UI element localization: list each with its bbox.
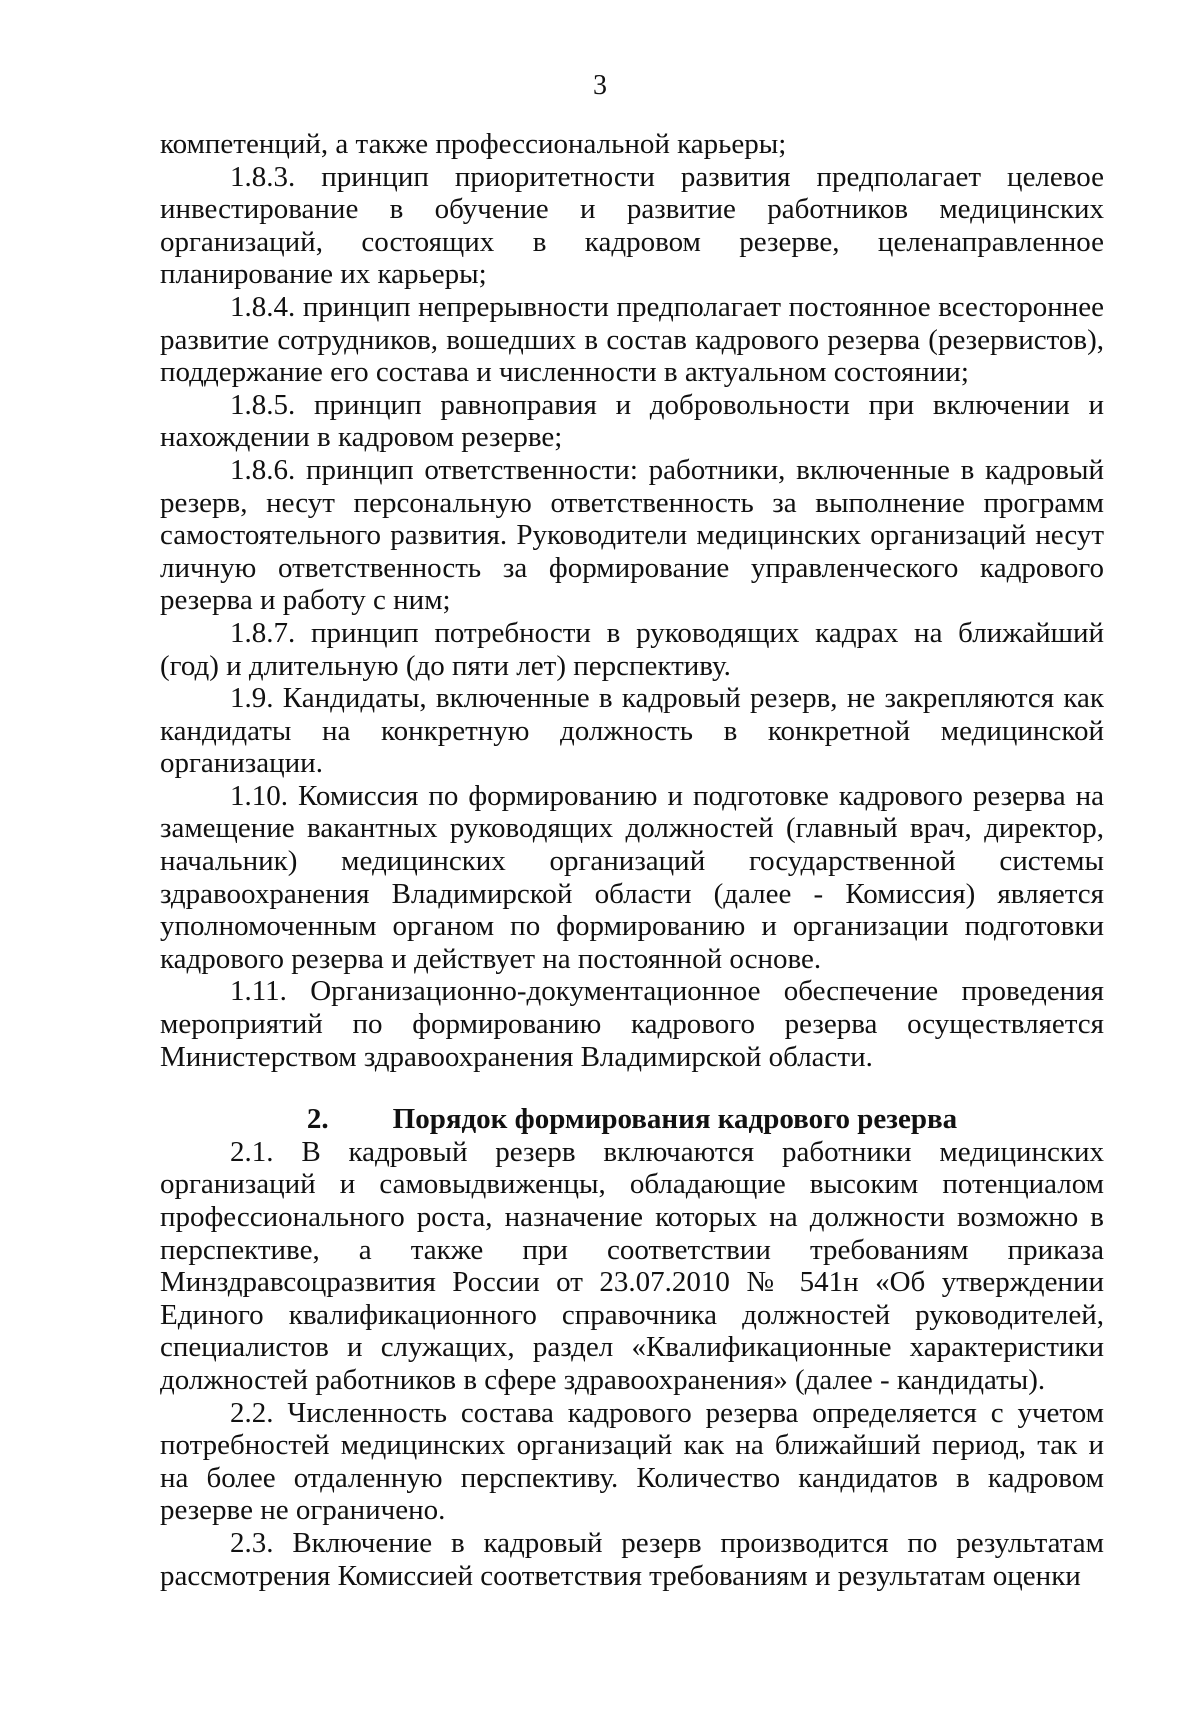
paragraph: 1.9. Кандидаты, включенные в кадровый резерв, не закрепляются как кандидаты на конкретную должность в конкретной медицинской организации. xyxy=(160,682,1104,780)
paragraph: 1.8.7. принцип потребности в руководящих кадрах на ближайший (год) и длительную (до пяти лет) перспективу. xyxy=(160,616,1104,682)
paragraphs-before xyxy=(160,128,1104,1073)
paragraph: 1.8.3. принцип приоритетности развития предполагает целевое инвестирование в обучение и развитие работников медицинских организаций, состоящих в кадровом резерве, целенаправленное планирование их карьеры; xyxy=(160,160,1104,291)
section-title: Порядок формирования кадрового резерва xyxy=(392,1103,958,1136)
document-body xyxy=(160,128,1104,1592)
paragraph: 1.8.5. принцип равноправия и добровольности при включении и нахождении в кадровом резерве; xyxy=(160,388,1104,454)
paragraph: компетенций, а также профессиональной карьеры; xyxy=(160,128,787,160)
paragraphs-after xyxy=(160,1136,1104,1592)
paragraph: 1.11. Организационно-документационное обеспечение проведения мероприятий по формированию кадрового резерва осуществляется Министерством здравоохранения Владимирской области. xyxy=(160,975,1104,1073)
paragraph: 1.8.4. принцип непрерывности предполагает постоянное всестороннее развитие сотрудников, вошедших в состав кадрового резерва (резервистов), поддержание его состава и численности в актуальном состоянии; xyxy=(160,290,1104,389)
section-heading xyxy=(160,1103,1104,1136)
paragraph: 1.8.6. принцип ответственности: работники, включенные в кадровый резерв, несут персональную ответственность за выполнение программ самостоятельного развития. Руководители медицинских организаций несут личную ответственность за формирование управленческого кадрового резерва и работу с ним; xyxy=(160,453,1104,617)
paragraph: 2.1. В кадровый резерв включаются работники медицинских организаций и самовыдвиженцы, обладающие высоким потенциалом профессионального роста, назначение которых на должности возможно в перспективе, а также при соответствии требованиям приказа Минздравсоцразвития России от 23.07.2010 № 541н «Об утверждении Единого квалификационного справочника должностей руководителей, специалистов и служащих, раздел «Квалификационные характеристики должностей работников в сфере здравоохранения» (далее - кандидаты). xyxy=(160,1135,1104,1396)
paragraph: 2.2. Численность состава кадрового резерва определяется с учетом потребностей медицинских организаций как на ближайший период, так и на более отдаленную перспективу. Количество кандидатов в кадровом резерве не ограничено. xyxy=(160,1396,1104,1527)
paragraph: 2.3. Включение в кадровый резерв производится по результатам рассмотрения Комиссией соответствия требованиям и результатам оценки xyxy=(160,1526,1104,1592)
section-number: 2. xyxy=(306,1103,329,1136)
paragraph: 1.10. Комиссия по формированию и подготовке кадрового резерва на замещение вакантных руководящих должностей (главный врач, директор, начальник) медицинских организаций государственной системы здравоохранения Владимирской области (далее - Комиссия) является уполномоченным органом по формированию и организации подготовки кадрового резерва и действует на постоянной основе. xyxy=(160,779,1104,975)
page-number: 3 xyxy=(593,70,607,101)
